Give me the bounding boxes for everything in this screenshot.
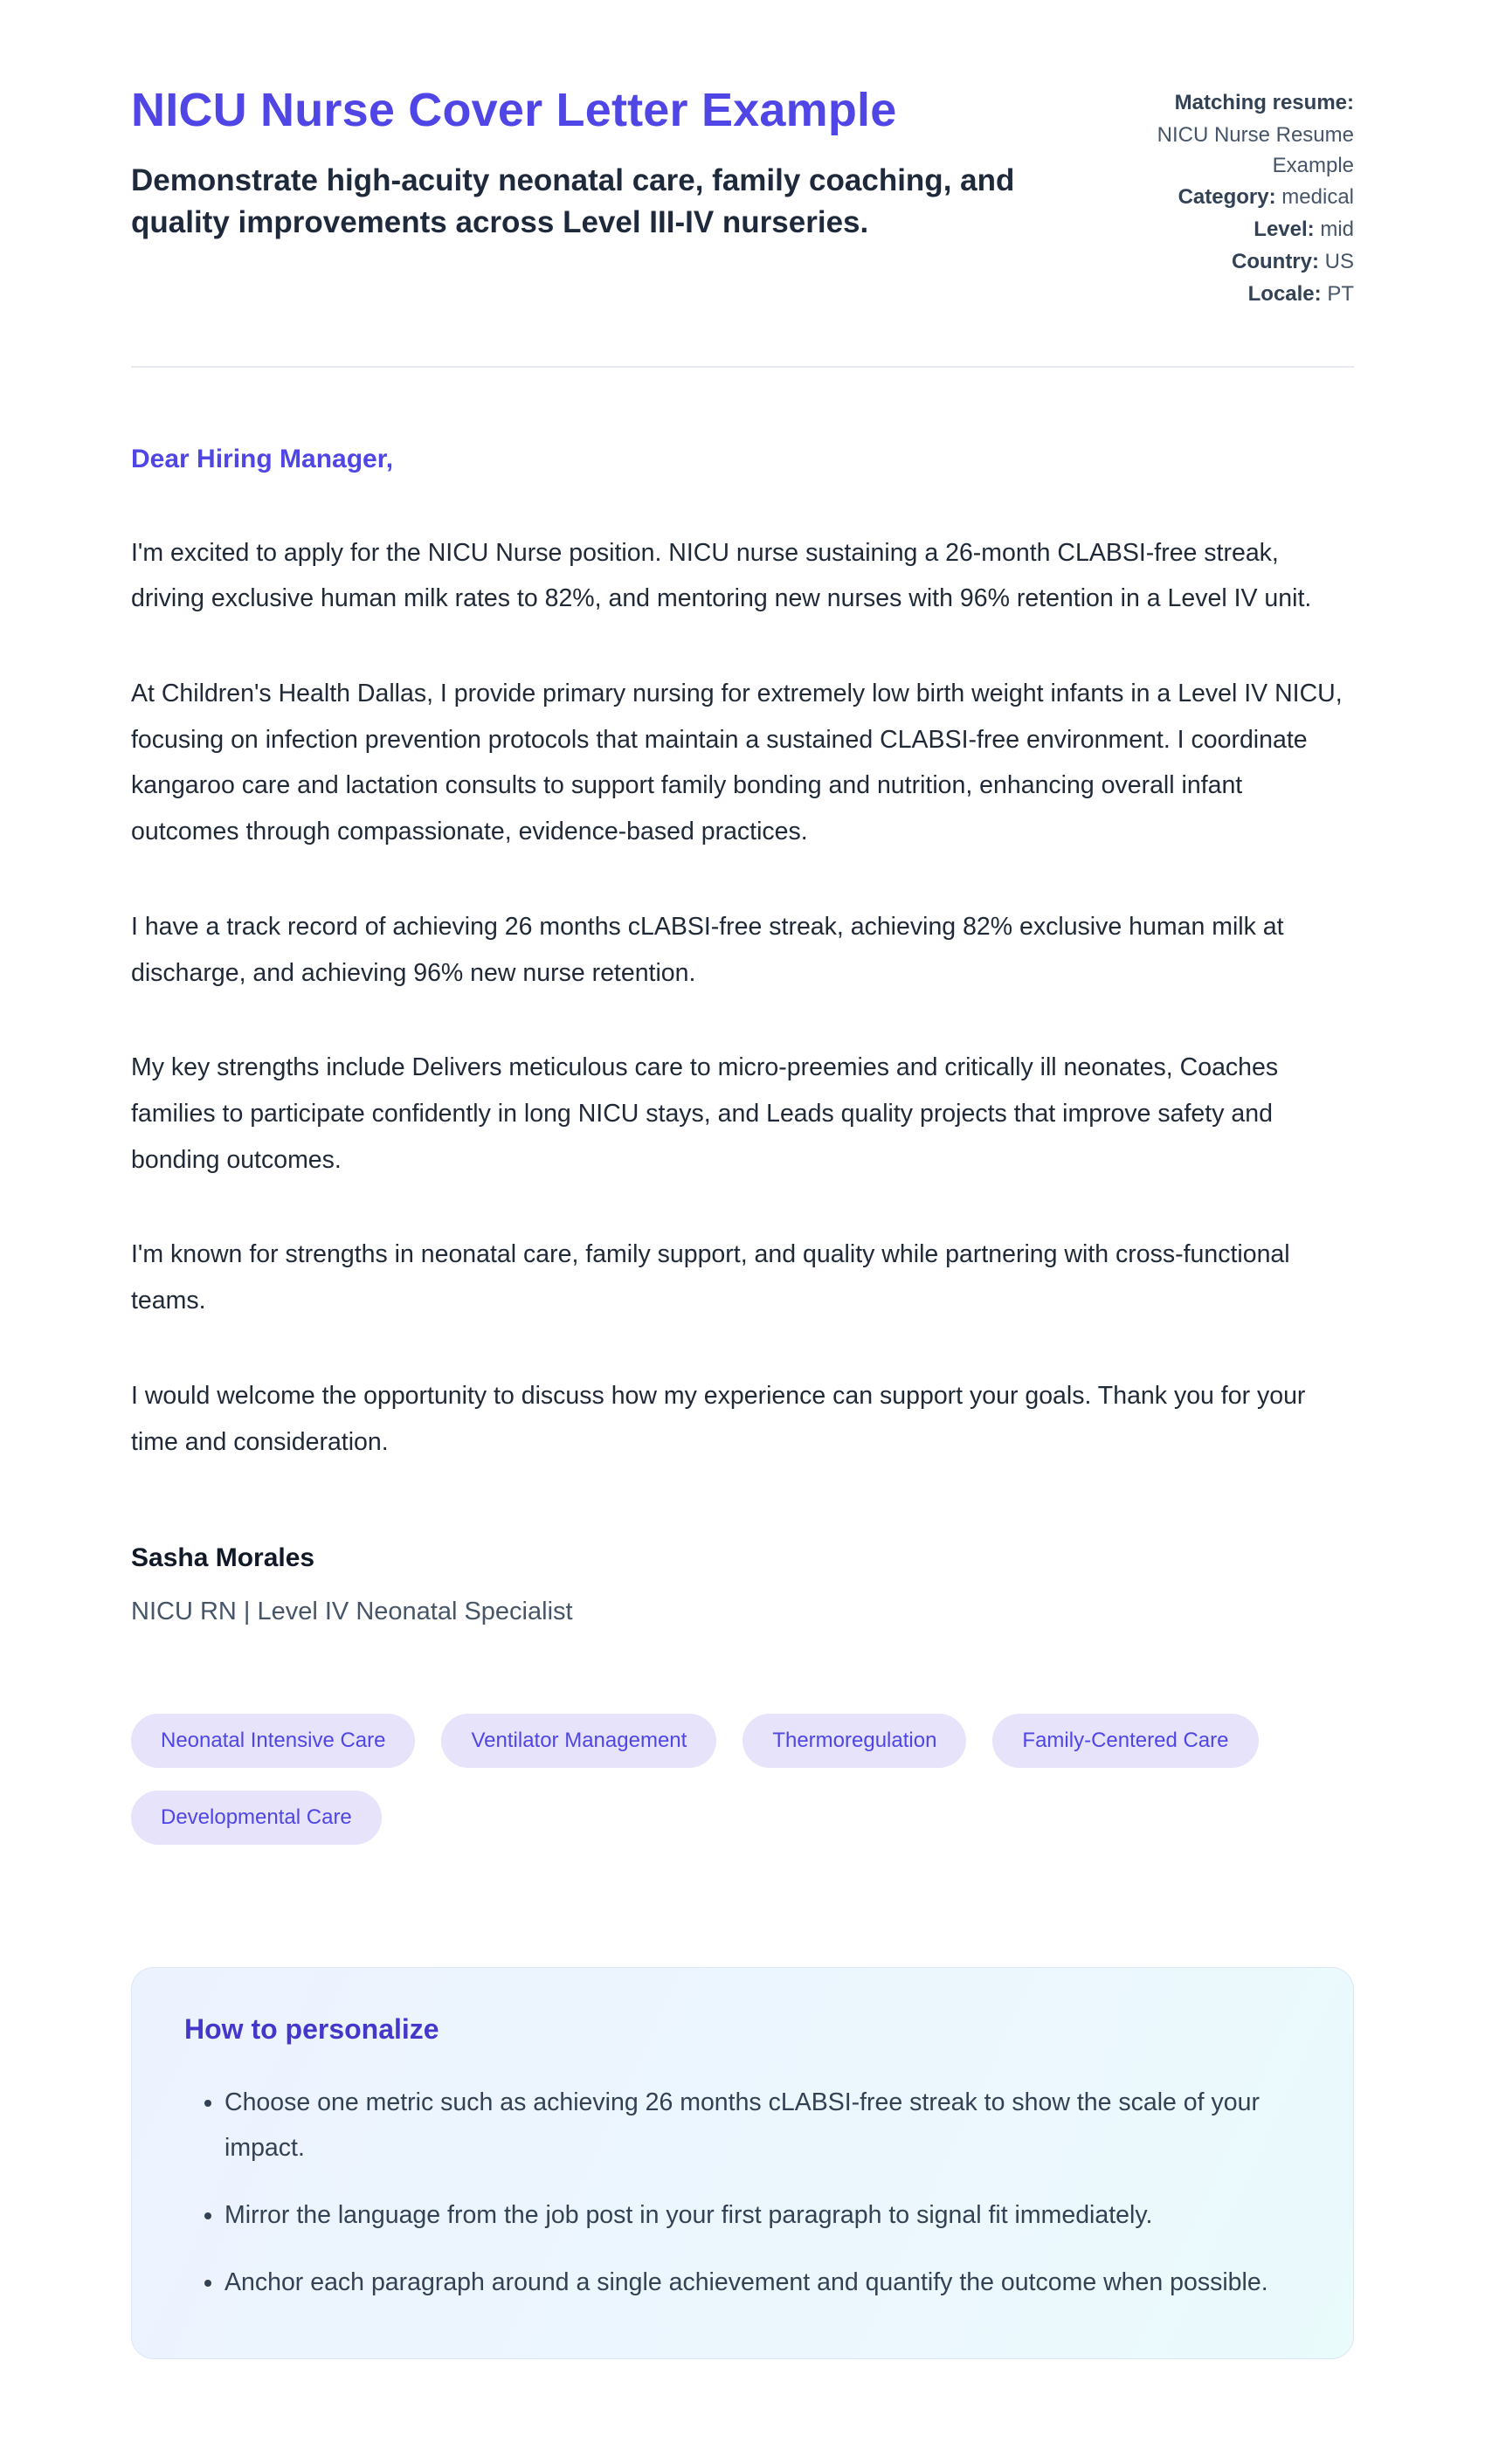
- skill-tag-pill: Ventilator Management: [441, 1714, 716, 1768]
- meta-matching-resume-label: [1127, 88, 1354, 119]
- meta-matching-resume-value: [1127, 121, 1354, 182]
- meta-value: medical: [1281, 185, 1354, 210]
- meta-label: Matching resume:: [1174, 91, 1354, 114]
- personalize-tip: • Mirror the language from the job post in your first paragraph to signal fit immediately.: [224, 2193, 1301, 2238]
- personalize-tip: • Choose one metric such as achieving 26 months cLABSI-free streak to show the scale of your impact.: [224, 2081, 1301, 2171]
- skill-tags: [131, 1714, 1284, 1845]
- personalize-tips-list: [184, 2081, 1301, 2305]
- skill-tag-pill: Family-Centered Care: [992, 1714, 1258, 1768]
- meta-label: Category:: [1178, 185, 1276, 210]
- personalize-title: How to personalize: [184, 2013, 439, 2046]
- letter-paragraph: I'm known for strengths in neonatal care, family support, and quality while partnering with cross-functional teams.: [131, 1240, 1290, 1315]
- meta-value: US: [1324, 249, 1354, 273]
- page-header: [131, 83, 1354, 312]
- skill-tag-pill: Thermoregulation: [742, 1714, 966, 1768]
- letter-paragraph: At Children's Health Dallas, I provide primary nursing for extremely low birth weight infants in a Level IV NICU, focusing on infection prevention protocols that maintain a sustained CLABSI-free environment. I coordinate kangaroo care and lactation consults to support family bonding and nutrition, enhancing overall infant outcomes through compassionate, evidence-based practices.: [131, 680, 1343, 846]
- meta-value: mid: [1320, 217, 1354, 242]
- letter-paragraph: I would welcome the opportunity to discuss how my experience can support your goals. Thank you for your time and consideration.: [131, 1381, 1306, 1456]
- personalize-card: [131, 1967, 1354, 2358]
- header-titles: [131, 83, 1040, 245]
- meta-label: Country:: [1232, 249, 1319, 273]
- resume-meta: [1127, 83, 1354, 312]
- letter-paragraph: I have a track record of achieving 26 months cLABSI-free streak, achieving 82% exclusive human milk at discharge, and achieving 96% new nurse retention.: [131, 912, 1284, 987]
- meta-category: [1127, 183, 1354, 213]
- page-subtitle: Demonstrate high-acuity neonatal care, family coaching, and quality improvements across Level III-IV nurseries.: [131, 163, 1015, 240]
- meta-value: NICU Nurse Resume Example: [1157, 122, 1354, 177]
- personalize-tip: • Anchor each paragraph around a single achievement and quantify the outcome when possible.: [224, 2260, 1301, 2305]
- meta-country: [1127, 247, 1354, 278]
- signature-role: NICU RN | Level IV Neonatal Specialist: [131, 1598, 573, 1626]
- meta-value: PT: [1327, 281, 1354, 306]
- meta-label: Level:: [1254, 217, 1315, 242]
- header-divider: [131, 366, 1354, 368]
- letter-salutation: Dear Hiring Manager,: [131, 444, 394, 473]
- skill-tag-pill: Neonatal Intensive Care: [131, 1714, 415, 1768]
- letter-paragraph: I'm excited to apply for the NICU Nurse position. NICU nurse sustaining a 26-month CLABSI-free streak, driving exclusive human milk rates to 82%, and mentoring new nurses with 96% retention in a Level IV unit.: [131, 538, 1312, 613]
- meta-locale: [1127, 280, 1354, 310]
- skill-tag-pill: Developmental Care: [131, 1791, 382, 1845]
- meta-level: [1127, 215, 1354, 245]
- letter-body: [131, 530, 1354, 1466]
- signature-name: Sasha Morales: [131, 1543, 315, 1573]
- meta-label: Locale:: [1247, 281, 1322, 306]
- page-title: NICU Nurse Cover Letter Example: [131, 84, 897, 136]
- letter-paragraph: My key strengths include Delivers meticulous care to micro-preemies and critically ill neonates, Coaches families to participate confidently in long NICU stays, and Leads quality projects that improve safety and bonding outcomes.: [131, 1053, 1279, 1174]
